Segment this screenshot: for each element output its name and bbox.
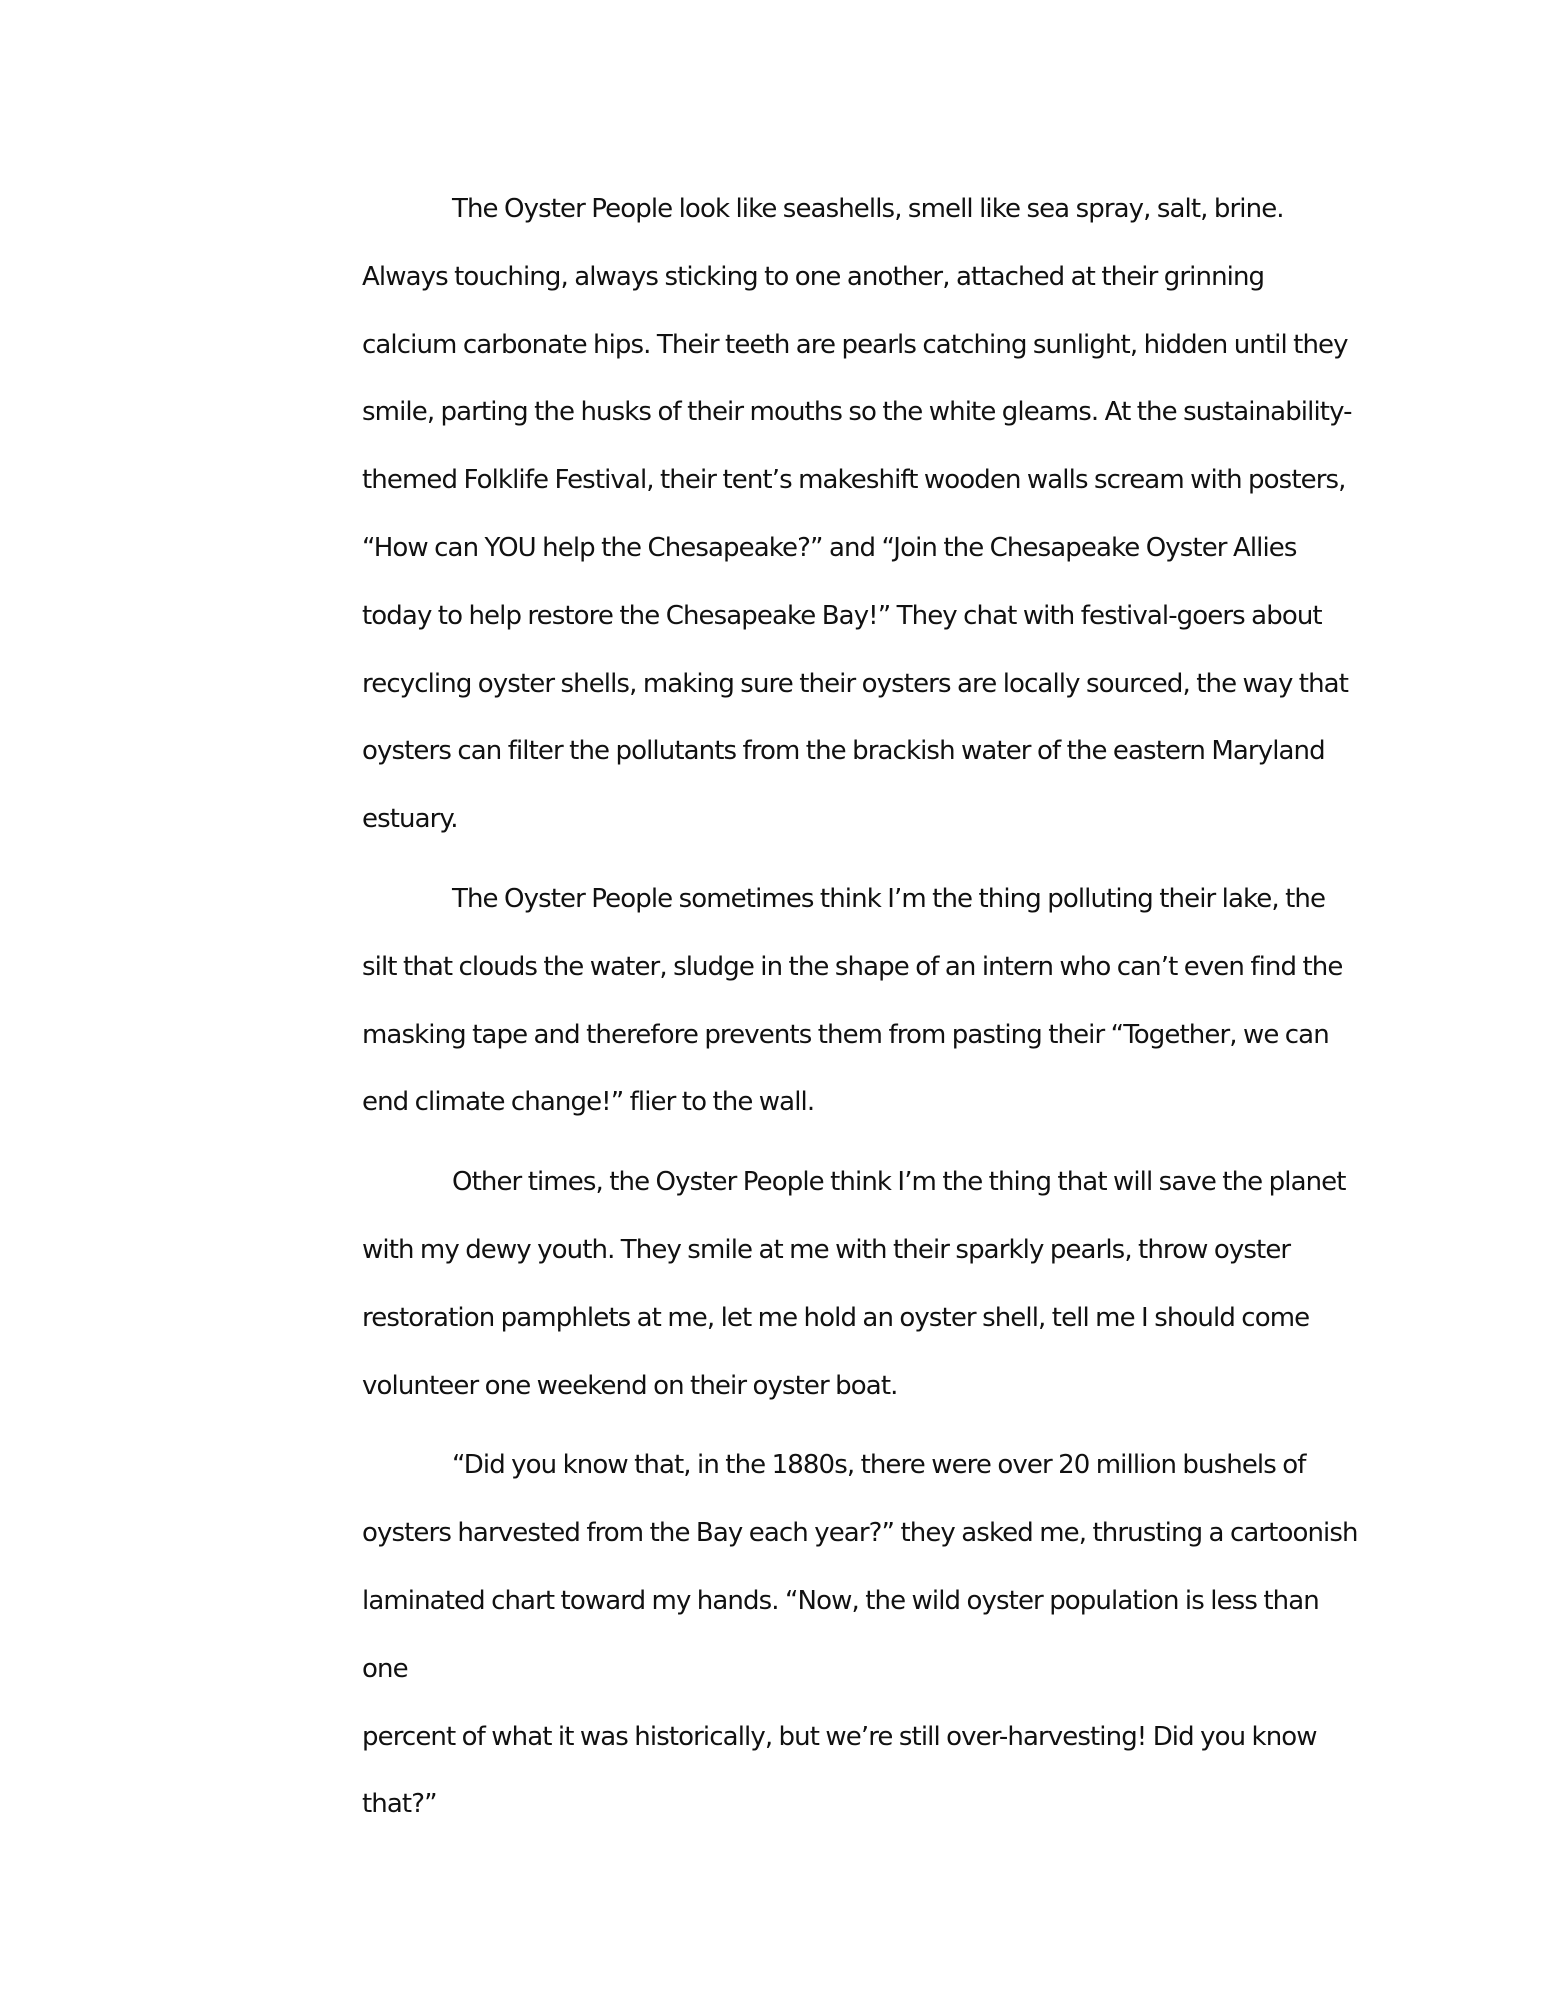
paragraph-festival-tent: The Oyster People look like seashells, smell like sea spray, salt, brine. Always touching, always sticking to one another, attached at their grinning calcium carbonate hips. Their teeth are pearls catching sunlight, hidden until they smile, parting the husks of their mouths so the white gleams. At the sustainability- themed Folklife Festival, their tent’s makeshift wooden walls scream with posters, “How can YOU help the Chesapeake?” and “Join the Chesapeake Oyster Allies today to help restore the Chesapeake Bay!” They chat with festival-goers about recycling oyster shells, making sure their oysters are locally sourced, the way that oysters can filter the pollutants from the brackish water of the eastern Maryland estuary. — [362, 194, 1352, 835]
paragraph-save-planet: Other times, the Oyster People think I’m the thing that will save the planet with my dewy youth. They smile at me with their sparkly pearls, throw oyster restoration pamphlets at me, let me hold an oyster shell, tell me I should come volunteer one weekend on their oyster boat. — [362, 1167, 1346, 1401]
body-text — [362, 176, 1370, 1839]
paragraph-oyster-harvest: “Did you know that, in the 1880s, there were over 20 million bushels of oysters harvested from the Bay each year?” they asked me, thrusting a cartoonish laminated chart toward my hands. “Now, the wild oyster population is less than one percent of what it was historically, but we’re still over-harvesting! Did you know that?” — [362, 1450, 1358, 1820]
paragraph-polluting: The Oyster People sometimes think I’m the thing polluting their lake, the silt that clouds the water, sludge in the shape of an intern who can’t even find the masking tape and therefore prevents them from pasting their “Together, we can end climate change!” flier to the wall. — [362, 883, 1343, 1118]
